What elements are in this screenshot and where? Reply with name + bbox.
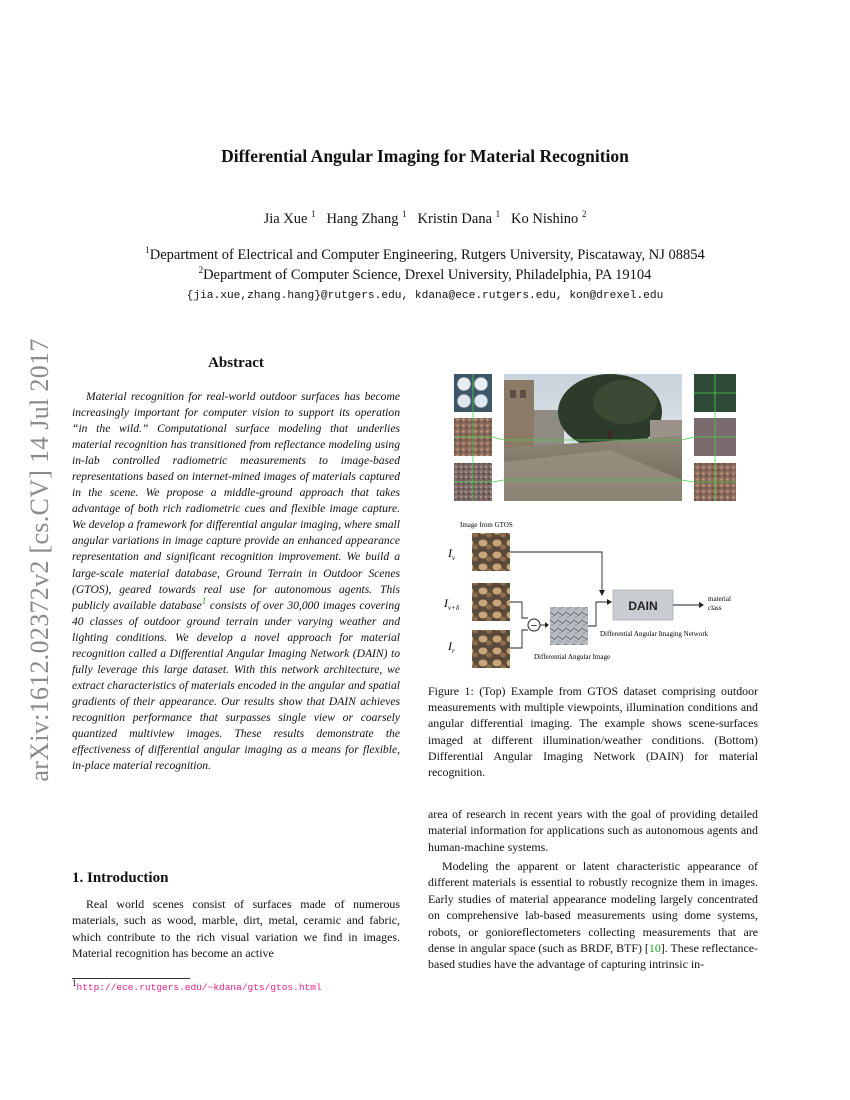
differential-angular-image [550,607,588,645]
figure-1-caption: Figure 1: (Top) Example from GTOS dataset comprising outdoor measurements with multiple viewpoints, illumination conditions and angular differential imaging. The example shows scene-surfaces imaged at different illumination/weather conditions. (Bottom) Differential Angular Imaging Network (DAIN) for material recognition. [428,684,758,780]
footnote: $^1$http://ece.rutgers.edu/~kdana/gts/gtos.html [72,977,322,993]
dain-diagram [443,521,731,668]
citation-link[interactable]: 10 [648,941,661,956]
arxiv-stamp: arXiv:1612.02372v2 [cs.CV] 14 Jul 2017 [25,338,54,782]
figure-1 [444,370,740,670]
affiliation: $^1$Department of Electrical and Computer Engineering, Rutgers University, Piscataway, NJ 08854 [145,245,705,263]
minus-sign: − [530,620,538,632]
image-from-gtos-label: Image from GTOS [460,521,513,529]
author: Ko Nishino $^2$ [511,209,587,227]
author: Hang Zhang $^1$ [326,209,407,227]
paper-title: Differential Angular Imaging for Material Recognition [221,146,629,166]
author-list [0,211,850,228]
output-label: material class [708,595,731,612]
section-heading-introduction: 1. Introduction [72,870,169,886]
dain-label: DAIN [628,599,658,613]
author: Jia Xue $^1$ [263,209,316,227]
gtos-example-image [454,374,736,501]
footnote-link[interactable]: http://ece.rutgers.edu/~kdana/gts/gtos.html [76,982,322,993]
affiliation: $^2$Department of Computer Science, Drexel University, Philadelphia, PA 19104 [198,265,652,283]
diff-image-label: Differential Angular Image [534,653,611,661]
input-label-iv: $I_v$ [448,546,456,562]
author: Kristin Dana $^1$ [417,209,501,227]
intro-paragraph: Modeling the apparent or latent characteristic appearance of different materials is essential to robustly recognize them in images. Early studies of material appearance modeling largely concentrated on comprehensive lab-based measurements using dome systems, robots, or gonioreflectometers collecting measurements that are dense in angular space (such as BRDF, BTF) [10]. These reflectance-based studies have the advantage of capturing intrinsic in- [428,859,758,972]
input-label-ivd: $I_{v+\delta}$ [444,596,460,612]
network-label: Differential Angular Imaging Network [600,630,709,638]
input-image-ir [472,630,510,668]
footnote-rule [72,978,190,979]
input-image-iv [472,533,510,571]
abstract-heading: Abstract [208,355,264,371]
input-image-ivd [472,583,510,621]
footnote-mark[interactable]: 1 [201,595,207,606]
input-label-ir: $I_r$ [448,639,455,655]
intro-paragraph-continued: area of research in recent years with the goal of providing detailed material information for applications such as autonomous agents and human-machine systems. [428,807,758,854]
author-emails: {jia.xue,zhang.hang}@rutgers.edu, kdana@ece.rutgers.edu, kon@drexel.edu [186,290,664,302]
abstract-body: Material recognition for real-world outdoor surfaces has become increasingly important for computer vision to support its operation “in the wild.” Computational surface modeling that underlies material recognition has transitioned from reflectance modeling using in-lab controlled radiometric measurements to image-based representations based on internet-mined images of materials captured in the scene. We propose a middle-ground approach that takes advantage of both rich radiometric cues and flexible image capture. We develop a framework for differential angular imaging, where small angular variations in image capture provide an enhanced appearance representation and significant recognition improvement. We build a large-scale material database, Ground Terrain in Outdoor Scenes (GTOS), geared towards real use for autonomous agents. This publicly available database$^1$ consists of over 30,000 images covering 40 classes of outdoor ground terrain under varying weather and lighting conditions. We develop a novel approach for material recognition called a Differential Angular Imaging Network (DAIN) to fully leverage this large dataset. With this network architecture, we extract characteristics of materials encoded in the angular and spatial gradients of their appearance. Our results show that DAIN achieves recognition performance that surpasses single view or coarsely quantized multiview images. These results demonstrate the effectiveness of differential angular imaging as a means for flexible, in-place material recognition. [72,390,400,773]
intro-paragraph: Real world scenes consist of surfaces made of numerous materials, such as wood, marble, dirt, metal, ceramic and fabric, which contribute to the rich visual variation we find in images. Material recognition has become an active [72,897,400,961]
